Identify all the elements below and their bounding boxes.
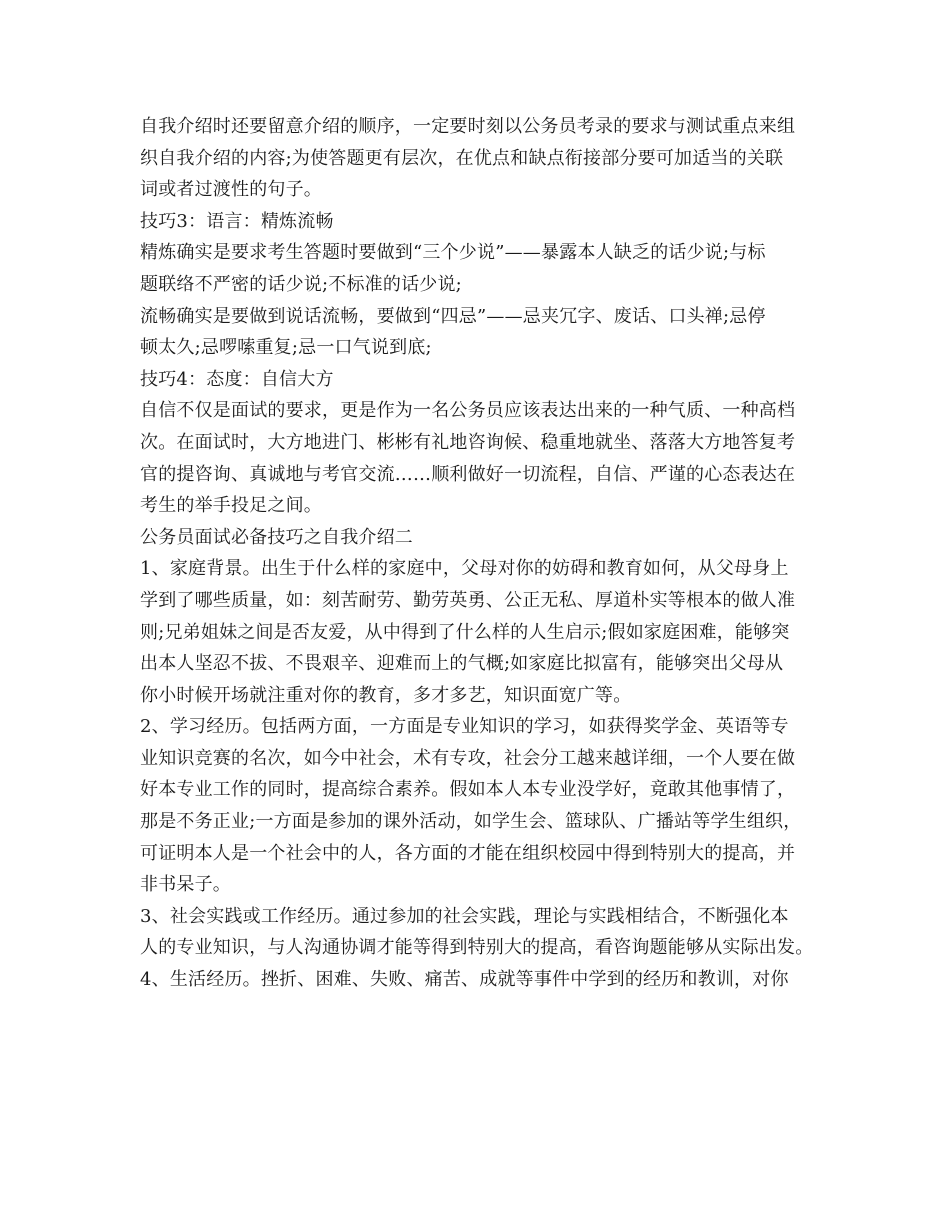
text-line: 4、生活经历。挫折、困难、失败、痛苦、成就等事件中学到的经历和教训，对你 <box>140 969 789 991</box>
text-line: 1、家庭背景。出生于什么样的家庭中，父母对你的妨碍和教育如何，从父母身上 <box>140 558 789 580</box>
text-line: 3、社会实践或工作经历。通过参加的社会实践，理论与实践相结合，不断强化本 <box>140 905 789 927</box>
text-line: 织自我介绍的内容;为使答题更有层次，在优点和缺点衔接部分要可加适当的关联 <box>140 147 784 169</box>
text-line: 词或者过渡性的句子。 <box>140 179 322 201</box>
text-line: 人的专业知识，与人沟通协调才能等得到特别大的提高，看咨询题能够从实际出发。 <box>140 937 814 959</box>
text-line: 官的提咨询、真诚地与考官交流……顺利做好一切流程，自信、严谨的心态表达在 <box>140 463 796 485</box>
text-line: 顿太久;忌啰嗦重复;忌一口气说到底; <box>140 337 432 359</box>
text-line: 考生的举手投足之间。 <box>140 495 322 517</box>
text-line: 2、学习经历。包括两方面，一方面是专业知识的学习，如获得奖学金、英语等专 <box>140 716 789 738</box>
text-line: 学到了哪些质量，如：刻苦耐劳、勤劳英勇、公正无私、厚道朴实等根本的做人准 <box>140 589 796 611</box>
text-line: 精炼确实是要求考生答题时要做到“三个少说”——暴露本人缺乏的话少说;与标 <box>140 242 766 264</box>
text-line: 流畅确实是要做到说话流畅，要做到“四忌”——忌夹冗字、废话、口头禅;忌停 <box>140 305 766 327</box>
section-heading: 公务员面试必备技巧之自我介绍二 <box>140 526 413 548</box>
text-line: 那是不务正业;一方面是参加的课外活动，如学生会、篮球队、广播站等学生组织， <box>140 811 802 833</box>
text-line: 好本专业工作的同时，提高综合素养。假如本人本专业没学好，竟敢其他事情了， <box>140 779 796 801</box>
text-line: 次。在面试时，大方地进门、彬彬有礼地咨询候、稳重地就坐、落落大方地答复考 <box>140 431 796 453</box>
text-line: 题联络不严密的话少说;不标准的话少说; <box>140 273 462 295</box>
section-heading: 技巧4：态度：自信大方 <box>140 368 334 390</box>
text-line: 自我介绍时还要留意介绍的顺序，一定要时刻以公务员考录的要求与测试重点来组 <box>140 116 796 137</box>
text-line: 自信不仅是面试的要求，更是作为一名公务员应该表达出来的一种气质、一种高档 <box>140 400 796 422</box>
section-heading: 技巧3：语言：精炼流畅 <box>140 210 334 232</box>
text-line: 非书呆子。 <box>140 874 231 896</box>
text-line: 则;兄弟姐妹之间是否友爱，从中得到了什么样的人生启示;假如家庭困难，能够突 <box>140 621 790 643</box>
text-line: 你小时候开场就注重对你的教育，多才多艺，知识面宽广等。 <box>140 684 632 706</box>
text-line: 出本人坚忍不拔、不畏艰辛、迎难而上的气概;如家庭比拟富有，能够突出父母从 <box>140 653 784 675</box>
document-body <box>140 111 830 996</box>
text-line: 业知识竞赛的名次，如今中社会，术有专攻，社会分工越来越详细，一个人要在做 <box>140 747 796 769</box>
text-line: 可证明本人是一个社会中的人，各方面的才能在组织校园中得到特别大的提高，并 <box>140 842 796 864</box>
